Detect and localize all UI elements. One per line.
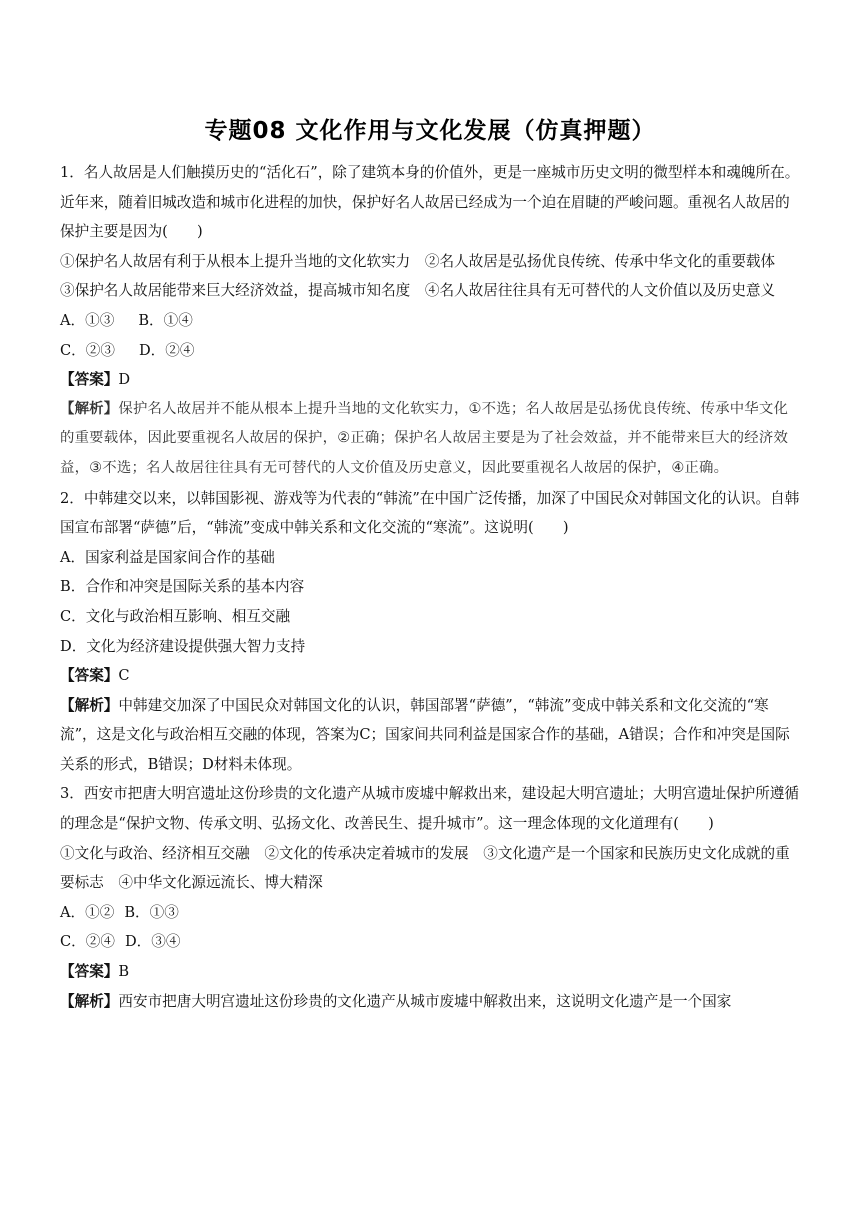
question-1-stem: 1．名人故居是人们触摸历史的“活化石”，除了建筑本身的价值外，更是一座城市历史文明的微型样本和魂魄所在。近年来，随着旧城改造和城市化进程的加快，保护好名人故居已经成为一个迫在眉睫的严峻问题。重视名人故居的保护主要是因为( ) xyxy=(60,164,800,241)
option-c: C．②③ xyxy=(60,341,115,359)
question-2-option-c: C．文化与政治相互影响、相互交融 xyxy=(60,607,291,625)
question-1-statements: ①保护名人故居有利于从根本上提升当地的文化软实力 ②名人故居是弘扬优良传统、传承中华文化的重要载体 ③保护名人故居能带来巨大经济效益，提高城市知名度 ④名人故居往往具有无可替代的人文价值以及历史意义 xyxy=(60,252,790,300)
question-1-options-cd xyxy=(60,336,802,366)
analysis-text: 西安市把唐大明宫遗址这份珍贵的文化遗产从城市废墟中解救出来，这说明文化遗产是一个国家 xyxy=(118,992,732,1010)
document-body xyxy=(60,158,802,1016)
answer-value: C xyxy=(118,667,130,685)
analysis-text: 中韩建交加深了中国民众对韩国文化的认识，韩国部署“萨德”，“韩流”变成中韩关系和文化交流的“寒流”，这是文化与政治相互交融的体现，答案为C；国家间共同利益是国家合作的基础，A错误；合作和冲突是国际关系的形式，B错误；D材料未体现。 xyxy=(60,696,790,773)
option-b: B．①④ xyxy=(138,311,193,329)
option-a: A．①③ xyxy=(60,311,115,329)
option-a: A．①② xyxy=(60,903,115,921)
question-3-options-cd xyxy=(60,927,802,957)
question-2-stem: 2．中韩建交以来，以韩国影视、游戏等为代表的“韩流”在中国广泛传播，加深了中国民众对韩国文化的认识。自韩国宣布部署“萨德”后，“韩流”变成中韩关系和文化交流的“寒流”。这说明( ) xyxy=(60,489,800,537)
answer-label: 【答案】 xyxy=(60,371,119,389)
question-2-option-a: A．国家利益是国家间合作的基础 xyxy=(60,548,275,566)
analysis-text: 保护名人故居并不能从根本上提升当地的文化软实力，①不选；名人故居是弘扬优良传统、传承中华文化的重要载体，因此要重视名人故居的保护，②正确；保护名人故居主要是为了社会效益，并不能带来巨大的经济效益，③不选；名人故居往往具有无可替代的人文价值及历史意义，因此要重视名人故居的保护，④正确。 xyxy=(60,400,789,476)
question-3-statements: ①文化与政治、经济相互交融 ②文化的传承决定着城市的发展 ③文化遗产是一个国家和民族历史文化成就的重要标志 ④中华文化源远流长、博大精深 xyxy=(60,844,790,892)
option-c: C．②④ xyxy=(60,933,115,951)
question-3-options-ab xyxy=(60,898,802,928)
answer-value: D xyxy=(118,371,131,389)
answer-label: 【答案】 xyxy=(60,963,119,981)
question-1-analysis xyxy=(60,395,802,484)
answer-label: 【答案】 xyxy=(60,667,119,685)
option-d: D．③④ xyxy=(124,933,181,951)
question-2-analysis xyxy=(60,691,802,780)
analysis-label: 【解析】 xyxy=(60,992,119,1010)
question-3-stem: 3．西安市把唐大明宫遗址这份珍贵的文化遗产从城市废墟中解救出来，建设起大明宫遗址；大明宫遗址保护所遵循的理念是“保护文物、传承文明、弘扬文化、改善民生、提升城市”。这一理念体现的文化道理有( ) xyxy=(60,785,799,833)
analysis-label: 【解析】 xyxy=(60,696,119,714)
question-1-options-ab xyxy=(60,306,802,336)
question-2-option-d: D．文化为经济建设提供强大智力支持 xyxy=(60,637,306,655)
question-3-answer xyxy=(60,957,802,987)
page-title: 专题08 文化作用与文化发展（仿真押题） xyxy=(204,118,656,144)
question-2-option-b: B．合作和冲突是国际关系的基本内容 xyxy=(60,578,305,596)
analysis-label: 【解析】 xyxy=(60,400,119,417)
option-b: B．①③ xyxy=(124,903,179,921)
question-2-answer xyxy=(60,661,802,691)
option-d: D．②④ xyxy=(138,341,195,359)
question-3-analysis xyxy=(60,987,802,1017)
answer-value: B xyxy=(118,963,130,981)
question-1-answer xyxy=(60,365,802,395)
